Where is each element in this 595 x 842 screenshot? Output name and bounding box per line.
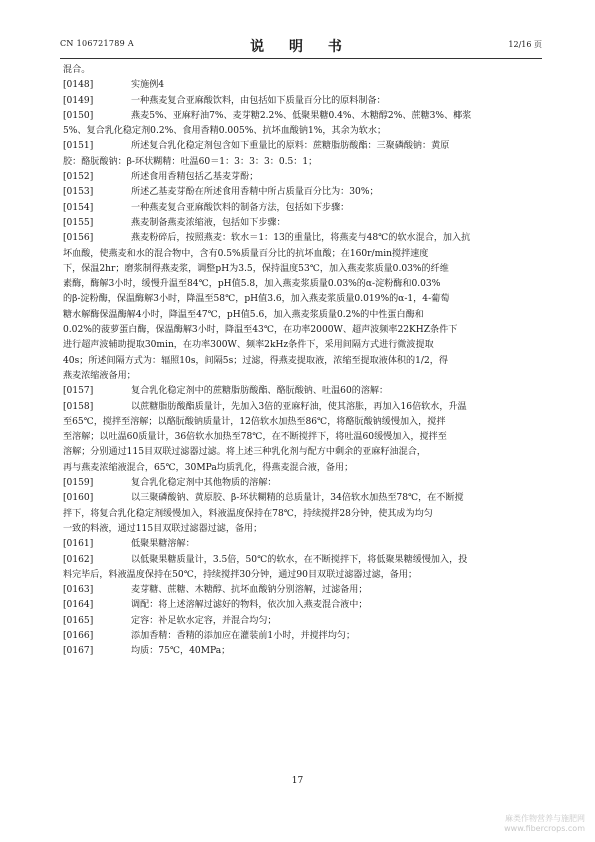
paragraph-text: 下，保温2hr；磨浆制得燕麦浆，调整pH为3.5，保持温度53℃，加入燕麦浆质量0.03%的纤维 — [63, 263, 449, 274]
paragraph-text: 胶：酪朊酸钠：β-环状糊精：吐温60＝1：3：3：3：0.5：1； — [63, 156, 318, 167]
paragraph — [63, 644, 539, 659]
paragraph-continuation — [63, 415, 539, 430]
paragraph — [63, 94, 539, 109]
paragraph-text: 添加香精：香精的添加应在灌装前1小时，并搅拌均匀； — [131, 630, 356, 641]
continued-text: 混合。 — [63, 65, 91, 75]
paragraph-number: [0164] — [63, 600, 94, 611]
paragraph-text: 一种燕麦复合亚麻酸饮料的制备方法，包括如下步骤： — [131, 202, 350, 213]
paragraph-text: 糖水解酶保温酶解4小时，降温至47℃，pH值5.6，加入燕麦浆质量0.2%的中性蛋白酶和 — [63, 309, 424, 320]
paragraph — [63, 216, 539, 231]
paragraph — [63, 78, 539, 93]
paragraph-text: 低聚果糖溶解： — [131, 539, 195, 550]
paragraph-text: 均质：75℃，40MPa； — [131, 646, 231, 657]
paragraph-text: 拌下，将复合乳化稳定剂缓慢加入，料液温度保持在78℃，持续搅拌28分钟，使其成为均匀 — [63, 508, 433, 519]
paragraph-number: [0151] — [63, 141, 94, 152]
paragraph-continuation — [63, 124, 539, 139]
paragraph — [63, 598, 539, 613]
paragraph-text: 以蔗糖脂肪酸酯质量计，先加入3倍的亚麻籽油，使其溶胀，再加入16倍软水，升温 — [131, 401, 467, 412]
paragraph-continuation — [63, 568, 539, 583]
paragraph-number: [0152] — [63, 172, 94, 183]
paragraph-text: 的β-淀粉酶，保温酶解3小时，降温至58℃，pH值3.6，加入燕麦浆质量0.019%的α-1，4-葡萄 — [63, 294, 450, 305]
paragraph-continuation — [63, 247, 539, 262]
paragraph-continuation — [63, 354, 539, 369]
paragraph-number: [0149] — [63, 95, 94, 106]
paragraph-text: 燕麦粉碎后，按照燕麦：软水＝1：13的重量比，将燕麦与48℃的软水混合，加入抗 — [131, 233, 471, 244]
page-indicator: 12/16 页 — [508, 40, 542, 49]
paragraph-continuation — [63, 369, 539, 384]
paragraph — [63, 614, 539, 629]
paragraph-continuation — [63, 430, 539, 445]
paragraph-text: 燕麦浓缩液备用； — [63, 370, 136, 381]
paragraph-number: [0161] — [63, 539, 94, 550]
paragraph-number: [0154] — [63, 202, 94, 213]
document-body — [63, 63, 539, 660]
document-title: 说 明 书 — [250, 39, 352, 55]
paragraph — [63, 231, 539, 246]
paragraph-continuation — [63, 445, 539, 460]
page-header — [60, 36, 542, 54]
paragraph-number: [0153] — [63, 187, 94, 198]
paragraph-text: 复合乳化稳定剂中的蔗糖脂肪酸酯、酪朊酸钠、吐温60的溶解： — [131, 386, 389, 397]
paragraph-number: [0156] — [63, 233, 94, 244]
paragraph-text: 一致的料液，通过115目双联过滤器过滤，备用； — [63, 523, 263, 534]
paragraph-continuation — [63, 262, 539, 277]
paragraph-number: [0148] — [63, 80, 94, 91]
paragraph-text: 实施例4 — [131, 80, 165, 91]
paragraph-text: 至65℃，搅拌至溶解；以酪朊酸钠质量计，12倍软水加热至86℃，将酪朊酸钠缓慢加入，搅拌 — [63, 416, 446, 427]
paragraph — [63, 553, 539, 568]
paragraph — [63, 629, 539, 644]
paragraph-text: 燕麦制备燕麦浓缩液，包括如下步骤： — [131, 217, 286, 228]
paragraph-continuation — [63, 338, 539, 353]
paragraph-number: [0165] — [63, 615, 94, 626]
paragraph-continuation — [63, 155, 539, 170]
watermark-url: www.fibercrops.com — [504, 824, 585, 833]
site-watermark — [504, 814, 585, 834]
paragraph — [63, 109, 539, 124]
paragraph-text: 所述食用香精包括乙基麦芽酚； — [131, 172, 259, 183]
paragraph — [63, 170, 539, 185]
paragraph-text: 复合乳化稳定剂中其他物质的溶解： — [131, 478, 277, 489]
paragraph-number: [0159] — [63, 478, 94, 489]
patent-number: CN 106721789 A — [60, 39, 134, 48]
paragraph-text: 0.02%的菠萝蛋白酶，保温酶解3小时，降温至43℃，在功率2000W、超声波频率22KHZ条件下 — [63, 325, 458, 336]
paragraph-continuation — [63, 323, 539, 338]
paragraph-text: 再与燕麦浓缩液混合，65℃，30MPa均质乳化，得燕麦混合液，备用； — [63, 462, 354, 473]
paragraph-number: [0155] — [63, 217, 94, 228]
paragraph-text: 所述乙基麦芽酚在所述食用香精中所占质量百分比为：30%； — [131, 187, 379, 198]
paragraph-text: 溶解；分别通过115目双联过滤器过滤。将上述三种乳化剂与配方中剩余的亚麻籽油混合， — [63, 447, 426, 458]
page-number: 17 — [291, 776, 304, 786]
paragraph-number: [0150] — [63, 110, 94, 121]
watermark-site-name: 麻类作物营养与施肥网 — [505, 814, 585, 823]
paragraph — [63, 185, 539, 200]
paragraph-text: 素酶，酶解3小时，缓慢升温至84℃，pH值5.8，加入燕麦浆质量0.03%的α-淀粉酶和0.03% — [63, 279, 441, 290]
paragraph — [63, 476, 539, 491]
paragraph-number: [0163] — [63, 585, 94, 596]
paragraph-text: 以三聚磷酸钠、黄原胶、β-环状糊精的总质量计，34倍软水加热至78℃，在不断搅 — [131, 493, 464, 504]
paragraph-text: 40s；所述间隔方式为：辐照10s，间隔5s；过滤，得燕麦提取液，浓缩至提取液体积的1/2，得 — [63, 355, 448, 366]
paragraph — [63, 400, 539, 415]
paragraph-number: [0167] — [63, 646, 94, 657]
paragraph — [63, 583, 539, 598]
paragraph-text: 麦芽糖、蔗糖、木糖醇、抗坏血酸钠分别溶解，过滤备用； — [131, 585, 368, 596]
paragraph-continuation — [63, 308, 539, 323]
paragraph-continuation — [63, 522, 539, 537]
paragraph-text: 至溶解；以吐温60质量计，36倍软水加热至78℃，在不断搅拌下，将吐温60缓慢加入，搅拌至 — [63, 432, 447, 443]
paragraph-text: 进行超声波辅助提取30min，在功率300W、频率2kHz条件下，采用间隔方式进行微波提取 — [63, 340, 434, 351]
paragraph-continuation — [63, 461, 539, 476]
paragraph-text: 坏血酸，使燕麦和水的混合物中，含有0.5%质量百分比的抗坏血酸；在160r/min搅拌速度 — [63, 248, 429, 259]
paragraph-number: [0160] — [63, 493, 94, 504]
paragraph-continuation — [63, 507, 539, 522]
paragraph-text: 调配：将上述溶解过滤好的物料，依次加入燕麦混合液中； — [131, 600, 368, 611]
paragraph-text: 一种燕麦复合亚麻酸饮料，由包括如下质量百分比的原料制备： — [131, 95, 386, 106]
paragraph-number: [0166] — [63, 630, 94, 641]
paragraph-continuation — [63, 292, 539, 307]
paragraph-text: 料完毕后，料液温度保持在50℃，持续搅拌30分钟，通过90目双联过滤器过滤，备用； — [63, 569, 418, 580]
header-rule — [60, 58, 542, 59]
paragraph-number: [0157] — [63, 386, 94, 397]
paragraph-number: [0162] — [63, 554, 94, 565]
paragraph-text: 5%、复合乳化稳定剂0.2%、食用香精0.005%、抗坏血酸钠1%，其余为软水； — [63, 126, 387, 137]
paragraph — [63, 384, 539, 399]
paragraph-text: 以低聚果糖质量计，3.5倍，50℃的软水，在不断搅拌下，将低聚果糖缓慢加入，投 — [131, 554, 468, 565]
paragraph-continuation — [63, 277, 539, 292]
paragraph-text: 定容：补足软水定容，并混合均匀； — [131, 615, 277, 626]
paragraph — [63, 491, 539, 506]
paragraph-text: 燕麦5%、亚麻籽油7%、麦芽糖2.2%、低聚果糖0.4%、木糖醇2%、蔗糖3%、椰浆 — [131, 110, 472, 121]
paragraph — [63, 201, 539, 216]
paragraph-text: 所述复合乳化稳定剂包含如下重量比的原料：蔗糖脂肪酸酯：三聚磷酸钠：黄原 — [131, 141, 450, 152]
paragraph — [63, 537, 539, 552]
paragraph — [63, 139, 539, 154]
paragraph-number: [0158] — [63, 401, 94, 412]
